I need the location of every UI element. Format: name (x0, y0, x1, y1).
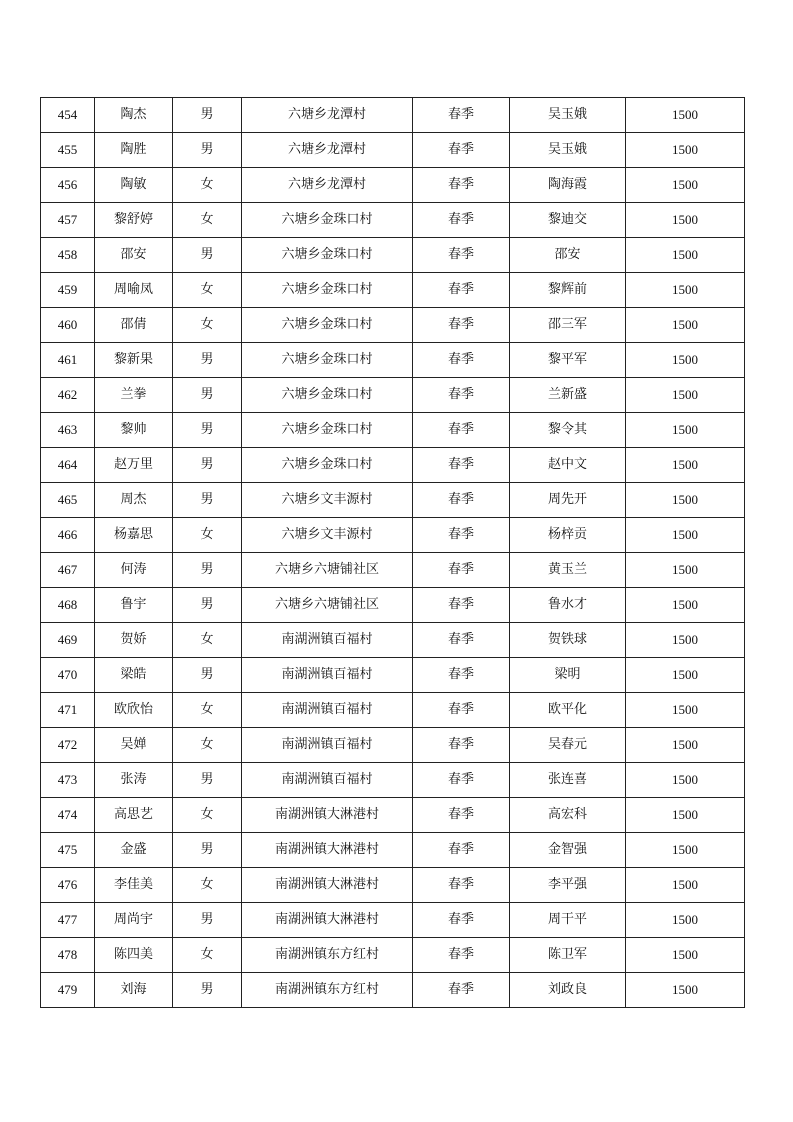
gender-cell: 女 (173, 868, 242, 903)
amount-cell: 1500 (626, 238, 745, 273)
amount-cell: 1500 (626, 973, 745, 1008)
row-number-cell: 464 (41, 448, 95, 483)
amount-cell: 1500 (626, 343, 745, 378)
amount-cell: 1500 (626, 728, 745, 763)
gender-cell: 男 (173, 413, 242, 448)
address-cell: 六塘乡金珠口村 (242, 378, 413, 413)
address-cell: 南湖洲镇东方红村 (242, 973, 413, 1008)
row-number-cell: 466 (41, 518, 95, 553)
gender-cell: 男 (173, 553, 242, 588)
table-row (41, 98, 745, 133)
student-name-cell: 周尚宇 (95, 903, 173, 938)
guardian-name-cell: 金智强 (510, 833, 626, 868)
amount-cell: 1500 (626, 483, 745, 518)
address-cell: 六塘乡金珠口村 (242, 273, 413, 308)
gender-cell: 男 (173, 763, 242, 798)
student-name-cell: 刘海 (95, 973, 173, 1008)
address-cell: 南湖洲镇大淋港村 (242, 903, 413, 938)
table-row (41, 693, 745, 728)
gender-cell: 女 (173, 938, 242, 973)
guardian-name-cell: 邵安 (510, 238, 626, 273)
student-name-cell: 周杰 (95, 483, 173, 518)
season-cell: 春季 (413, 973, 510, 1008)
amount-cell: 1500 (626, 553, 745, 588)
table-row (41, 378, 745, 413)
amount-cell: 1500 (626, 203, 745, 238)
gender-cell: 男 (173, 448, 242, 483)
amount-cell: 1500 (626, 98, 745, 133)
table-row (41, 203, 745, 238)
guardian-name-cell: 吴玉娥 (510, 133, 626, 168)
season-cell: 春季 (413, 833, 510, 868)
gender-cell: 男 (173, 98, 242, 133)
student-name-cell: 何涛 (95, 553, 173, 588)
address-cell: 六塘乡六塘铺社区 (242, 553, 413, 588)
amount-cell: 1500 (626, 448, 745, 483)
amount-cell: 1500 (626, 378, 745, 413)
table-row (41, 518, 745, 553)
student-name-cell: 鲁宇 (95, 588, 173, 623)
row-number-cell: 475 (41, 833, 95, 868)
table-row (41, 553, 745, 588)
student-name-cell: 黎舒婷 (95, 203, 173, 238)
address-cell: 南湖洲镇百福村 (242, 693, 413, 728)
gender-cell: 男 (173, 343, 242, 378)
student-name-cell: 赵万里 (95, 448, 173, 483)
guardian-name-cell: 刘政良 (510, 973, 626, 1008)
amount-cell: 1500 (626, 938, 745, 973)
student-name-cell: 陶胜 (95, 133, 173, 168)
row-number-cell: 469 (41, 623, 95, 658)
address-cell: 六塘乡金珠口村 (242, 308, 413, 343)
season-cell: 春季 (413, 658, 510, 693)
gender-cell: 男 (173, 833, 242, 868)
season-cell: 春季 (413, 238, 510, 273)
row-number-cell: 465 (41, 483, 95, 518)
season-cell: 春季 (413, 623, 510, 658)
season-cell: 春季 (413, 378, 510, 413)
amount-cell: 1500 (626, 868, 745, 903)
amount-cell: 1500 (626, 168, 745, 203)
season-cell: 春季 (413, 168, 510, 203)
address-cell: 南湖洲镇百福村 (242, 728, 413, 763)
guardian-name-cell: 兰新盛 (510, 378, 626, 413)
amount-cell: 1500 (626, 518, 745, 553)
season-cell: 春季 (413, 483, 510, 518)
row-number-cell: 456 (41, 168, 95, 203)
guardian-name-cell: 贺铁球 (510, 623, 626, 658)
gender-cell: 男 (173, 588, 242, 623)
row-number-cell: 458 (41, 238, 95, 273)
address-cell: 六塘乡龙潭村 (242, 168, 413, 203)
amount-cell: 1500 (626, 133, 745, 168)
gender-cell: 女 (173, 168, 242, 203)
guardian-name-cell: 邵三军 (510, 308, 626, 343)
student-name-cell: 陈四美 (95, 938, 173, 973)
student-name-cell: 李佳美 (95, 868, 173, 903)
address-cell: 六塘乡六塘铺社区 (242, 588, 413, 623)
address-cell: 南湖洲镇百福村 (242, 763, 413, 798)
address-cell: 南湖洲镇大淋港村 (242, 868, 413, 903)
gender-cell: 女 (173, 798, 242, 833)
guardian-name-cell: 陶海霞 (510, 168, 626, 203)
guardian-name-cell: 高宏科 (510, 798, 626, 833)
student-name-cell: 邵倩 (95, 308, 173, 343)
guardian-name-cell: 黎辉前 (510, 273, 626, 308)
table-row (41, 623, 745, 658)
student-name-cell: 杨嘉思 (95, 518, 173, 553)
gender-cell: 男 (173, 378, 242, 413)
amount-cell: 1500 (626, 273, 745, 308)
student-name-cell: 高思艺 (95, 798, 173, 833)
table-row (41, 763, 745, 798)
amount-cell: 1500 (626, 763, 745, 798)
guardian-name-cell: 吴春元 (510, 728, 626, 763)
address-cell: 六塘乡金珠口村 (242, 203, 413, 238)
amount-cell: 1500 (626, 658, 745, 693)
address-cell: 六塘乡金珠口村 (242, 448, 413, 483)
season-cell: 春季 (413, 98, 510, 133)
table-row (41, 448, 745, 483)
amount-cell: 1500 (626, 413, 745, 448)
season-cell: 春季 (413, 763, 510, 798)
student-name-cell: 金盛 (95, 833, 173, 868)
student-name-cell: 吴婵 (95, 728, 173, 763)
student-name-cell: 梁皓 (95, 658, 173, 693)
guardian-name-cell: 李平强 (510, 868, 626, 903)
guardian-name-cell: 周先开 (510, 483, 626, 518)
season-cell: 春季 (413, 728, 510, 763)
row-number-cell: 476 (41, 868, 95, 903)
student-name-cell: 黎新果 (95, 343, 173, 378)
season-cell: 春季 (413, 518, 510, 553)
row-number-cell: 461 (41, 343, 95, 378)
guardian-name-cell: 张连喜 (510, 763, 626, 798)
season-cell: 春季 (413, 413, 510, 448)
gender-cell: 男 (173, 658, 242, 693)
guardian-name-cell: 黄玉兰 (510, 553, 626, 588)
address-cell: 南湖洲镇大淋港村 (242, 833, 413, 868)
student-name-cell: 贺娇 (95, 623, 173, 658)
table-row (41, 413, 745, 448)
student-name-cell: 兰拳 (95, 378, 173, 413)
guardian-name-cell: 欧平化 (510, 693, 626, 728)
amount-cell: 1500 (626, 833, 745, 868)
row-number-cell: 479 (41, 973, 95, 1008)
season-cell: 春季 (413, 798, 510, 833)
season-cell: 春季 (413, 938, 510, 973)
table-row (41, 833, 745, 868)
gender-cell: 男 (173, 483, 242, 518)
season-cell: 春季 (413, 448, 510, 483)
table-row (41, 903, 745, 938)
address-cell: 南湖洲镇百福村 (242, 658, 413, 693)
season-cell: 春季 (413, 203, 510, 238)
amount-cell: 1500 (626, 693, 745, 728)
guardian-name-cell: 鲁水才 (510, 588, 626, 623)
table-row (41, 938, 745, 973)
gender-cell: 女 (173, 273, 242, 308)
season-cell: 春季 (413, 308, 510, 343)
gender-cell: 女 (173, 518, 242, 553)
student-name-cell: 邵安 (95, 238, 173, 273)
gender-cell: 男 (173, 133, 242, 168)
table-row (41, 308, 745, 343)
row-number-cell: 454 (41, 98, 95, 133)
student-name-cell: 陶敏 (95, 168, 173, 203)
table-row (41, 798, 745, 833)
row-number-cell: 459 (41, 273, 95, 308)
row-number-cell: 474 (41, 798, 95, 833)
guardian-name-cell: 周干平 (510, 903, 626, 938)
row-number-cell: 473 (41, 763, 95, 798)
row-number-cell: 462 (41, 378, 95, 413)
gender-cell: 男 (173, 903, 242, 938)
guardian-name-cell: 赵中文 (510, 448, 626, 483)
address-cell: 六塘乡龙潭村 (242, 98, 413, 133)
season-cell: 春季 (413, 903, 510, 938)
table-row (41, 273, 745, 308)
guardian-name-cell: 黎迪交 (510, 203, 626, 238)
roster-table (40, 97, 745, 1008)
guardian-name-cell: 黎平军 (510, 343, 626, 378)
table-row (41, 588, 745, 623)
student-name-cell: 黎帅 (95, 413, 173, 448)
gender-cell: 女 (173, 623, 242, 658)
student-name-cell: 欧欣怡 (95, 693, 173, 728)
table-row (41, 343, 745, 378)
row-number-cell: 468 (41, 588, 95, 623)
row-number-cell: 467 (41, 553, 95, 588)
row-number-cell: 455 (41, 133, 95, 168)
row-number-cell: 463 (41, 413, 95, 448)
amount-cell: 1500 (626, 588, 745, 623)
student-name-cell: 周喻凤 (95, 273, 173, 308)
row-number-cell: 457 (41, 203, 95, 238)
table-row (41, 238, 745, 273)
row-number-cell: 471 (41, 693, 95, 728)
row-number-cell: 472 (41, 728, 95, 763)
gender-cell: 男 (173, 973, 242, 1008)
amount-cell: 1500 (626, 623, 745, 658)
row-number-cell: 470 (41, 658, 95, 693)
table-row (41, 728, 745, 763)
season-cell: 春季 (413, 273, 510, 308)
table-row (41, 868, 745, 903)
guardian-name-cell: 杨梓贡 (510, 518, 626, 553)
table-row (41, 168, 745, 203)
amount-cell: 1500 (626, 308, 745, 343)
gender-cell: 女 (173, 308, 242, 343)
guardian-name-cell: 吴玉娥 (510, 98, 626, 133)
gender-cell: 女 (173, 203, 242, 238)
address-cell: 六塘乡金珠口村 (242, 343, 413, 378)
season-cell: 春季 (413, 868, 510, 903)
table-row (41, 133, 745, 168)
student-name-cell: 张涛 (95, 763, 173, 798)
season-cell: 春季 (413, 133, 510, 168)
amount-cell: 1500 (626, 798, 745, 833)
address-cell: 六塘乡文丰源村 (242, 518, 413, 553)
address-cell: 六塘乡金珠口村 (242, 238, 413, 273)
address-cell: 南湖洲镇大淋港村 (242, 798, 413, 833)
gender-cell: 女 (173, 693, 242, 728)
address-cell: 六塘乡金珠口村 (242, 413, 413, 448)
season-cell: 春季 (413, 588, 510, 623)
season-cell: 春季 (413, 553, 510, 588)
row-number-cell: 478 (41, 938, 95, 973)
gender-cell: 男 (173, 238, 242, 273)
address-cell: 南湖洲镇百福村 (242, 623, 413, 658)
season-cell: 春季 (413, 343, 510, 378)
table-row (41, 658, 745, 693)
season-cell: 春季 (413, 693, 510, 728)
table-row (41, 973, 745, 1008)
table-row (41, 483, 745, 518)
address-cell: 南湖洲镇东方红村 (242, 938, 413, 973)
address-cell: 六塘乡文丰源村 (242, 483, 413, 518)
student-name-cell: 陶杰 (95, 98, 173, 133)
gender-cell: 女 (173, 728, 242, 763)
row-number-cell: 460 (41, 308, 95, 343)
guardian-name-cell: 梁明 (510, 658, 626, 693)
amount-cell: 1500 (626, 903, 745, 938)
guardian-name-cell: 黎令其 (510, 413, 626, 448)
roster-body (41, 98, 745, 1008)
guardian-name-cell: 陈卫军 (510, 938, 626, 973)
row-number-cell: 477 (41, 903, 95, 938)
address-cell: 六塘乡龙潭村 (242, 133, 413, 168)
